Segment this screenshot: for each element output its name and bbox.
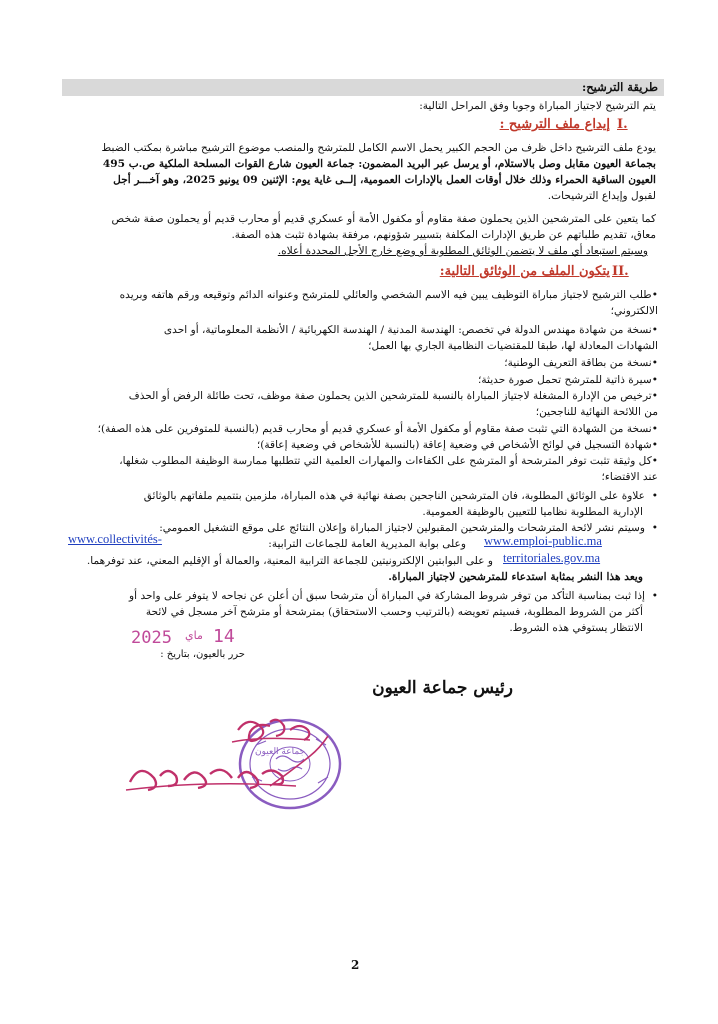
section-title-band — [62, 79, 664, 96]
note3-line1-text: إذا ثبت بمناسبة التأكد من توفر شروط المشاركة في المباراة أن مترشحا سبق أن أعلن عن نجاحه لا يتوفر على واحد أو — [129, 590, 646, 602]
place-date-label: حرر بالعيون، بتاريخ : — [160, 649, 245, 660]
section1-number: I. — [617, 117, 628, 132]
section2-number: II. — [612, 264, 629, 279]
note1-line1-text: علاوة على الوثائق المطلوبة، فان المترشحين الناجحين بصفة نهائية في هذه المباراة، ملزمين بتتميم ملفاتهم بالوثائق — [143, 490, 646, 502]
note3-line3: الانتظار يستوفي هذه الشروط. — [509, 622, 643, 634]
intro-text: يتم الترشيح لاجتياز المباراة وجوبا وفق المراحل التالية: — [419, 100, 656, 112]
note2-line2-text: وعلى بوابة المديرية العامة للجماعات الترابية: — [268, 538, 466, 550]
date-stamp-year: 2025 — [131, 628, 172, 648]
section2-item-5: •ترخيص من الإدارة المشغلة لاجتياز المباراة بالنسبة للمترشحين الذين يحملون صفة موظف، تحت طائلة الرفض أو الحذف — [128, 390, 658, 402]
page-number: 2 — [351, 958, 360, 972]
note2-line1-text: وسيتم نشر لائحة المترشحات والمترشحين المقبولين لاجتياز المباراة وإعلان النتائج على موقع التشغيل العمومي: — [159, 522, 646, 534]
note2-line3-text: و على البوابتين الإلكترونيتين للجماعة الترابية المعنية، والعمالة أو الإقليم المعني، عند توفرهما. — [86, 555, 493, 567]
territoriales-link[interactable]: territoriales.gov.ma — [503, 551, 601, 565]
date-stamp-day: 14 — [213, 626, 235, 647]
section2-item-6: •نسخة من الشهادة التي تثبت صفة مقاوم أو مكفول الأمة أو عسكري قديم أو محارب قديم (بالنسبة للمتوفرين على هذه الصفة)؛ — [97, 423, 658, 435]
section1-p2-line1: كما يتعين على المترشحين الذين يحملون صفة مقاوم أو مكفول الأمة أو عسكري قديم أو محارب قديم أو يحملون صفة شخص — [111, 213, 656, 225]
note3-line1 — [129, 589, 658, 603]
bullet-icon: • — [645, 490, 658, 502]
section1-p1-line1: يودع ملف الترشيح داخل ظرف من الحجم الكبير يحمل الاسم الكامل للمترشح والمنصب موضوع الترشيح مباشرة بمكتب الضبط — [101, 142, 656, 154]
handwritten-signature — [120, 700, 360, 810]
section2-item-1: •طلب الترشيح لاجتياز مباراة التوظيف يبين فيه الاسم الشخصي والعائلي للمترشح وعنوانه الدائم وتوقيعه ورقم هاتفه وبريده — [119, 289, 658, 301]
section1-p1-line3: العيون الساقية الحمراء وذلك خلال أوقات العمل بالإدارات العمومية، إلــى غاية يوم: الإثنين 09 يونيو 2025، وهو آخـــر أجل — [113, 174, 656, 186]
section2-item-4: •سيرة ذاتية للمترشح تحمل صورة حديثة؛ — [477, 374, 658, 386]
section2-item-7: •شهادة التسجيل في لوائح الأشخاص في وضعية إعاقة (بالنسبة للأشخاص في وضعية إعاقة)؛ — [256, 439, 658, 451]
emploi-public-link[interactable]: www.emploi-public.ma — [484, 534, 602, 548]
section2-item-8-cont: عند الاقتضاء؛ — [601, 471, 658, 483]
section2-item-1-cont: الالكتروني؛ — [610, 305, 658, 317]
bullet-icon: • — [645, 590, 658, 602]
section1-heading: إيداع ملف الترشيح : — [499, 117, 610, 132]
note2-line1 — [159, 521, 658, 535]
section-title: طريقة الترشيح: — [582, 80, 658, 94]
section1-p1-line4: لقبول وإيداع الترشيحات. — [547, 190, 656, 202]
section2-heading: يتكون الملف من الوثائق التالية: — [439, 264, 610, 279]
section1-p2-line2: معاق، تقديم طلباتهم عن طريق الإدارات المكلفة بتسيير شؤونهم، مرفقة بشهادة تثبت هذه الصفة. — [231, 229, 656, 241]
section2-item-8: •كل وثيقة تثبت توفر المترشحة أو المترشح على الكفاءات والمهارات العلمية التي تتطلبها ممارسة الوظيفة المطلوب شغلها، — [119, 455, 658, 467]
note3-line2: أكثر من الشروط المطلوبة، فسيتم تعويضه (بالترتيب وحسب الاستحقاق) بمترشحة أو مترشح آخر مسجل في لائحة — [145, 606, 643, 618]
seal-text: جماعة العيون — [255, 747, 306, 757]
signatory-title: رئيس جماعة العيون — [372, 678, 513, 698]
date-stamp-month: ماي — [185, 629, 203, 642]
section2-item-2: •نسخة من شهادة مهندس الدولة في تخصص: الهندسة المدنية / الهندسة الكهربائية / الأنظمة المعلوماتية، أو احدى — [163, 324, 658, 336]
section2-item-3: •نسخة من بطاقة التعريف الوطنية؛ — [504, 357, 658, 369]
bullet-icon: • — [645, 522, 658, 534]
section2-item-5-cont: من اللائحة النهائية للناجحين؛ — [535, 406, 658, 418]
section1-p2-line3: وسيتم استبعاد أي ملف لا يتضمن الوثائق المطلوبة أو وضع خارج الأجل المحددة أعلاه. — [277, 245, 648, 257]
section2-item-2-cont: الشهادات المعادلة لها، طبقا للمقتضيات النظامية الجاري بها العمل؛ — [368, 340, 658, 352]
note1-line2: الإدارية المطلوبة نظاميا للتعيين بالوظيفة العمومية. — [422, 506, 643, 518]
section1-p1-line2: بجماعة العيون مقابل وصل بالاستلام، أو يرسل عبر البريد المضمون: جماعة العيون شارع القوات المسلحة الملكية ص.ب 495 — [102, 158, 656, 170]
note1-line1 — [144, 489, 658, 503]
collectivites-link[interactable]: www.collectivités- — [68, 532, 162, 546]
note2-line4: ويعد هذا النشر بمثابة استدعاء للمترشحين لاجتياز المباراة. — [388, 571, 643, 583]
